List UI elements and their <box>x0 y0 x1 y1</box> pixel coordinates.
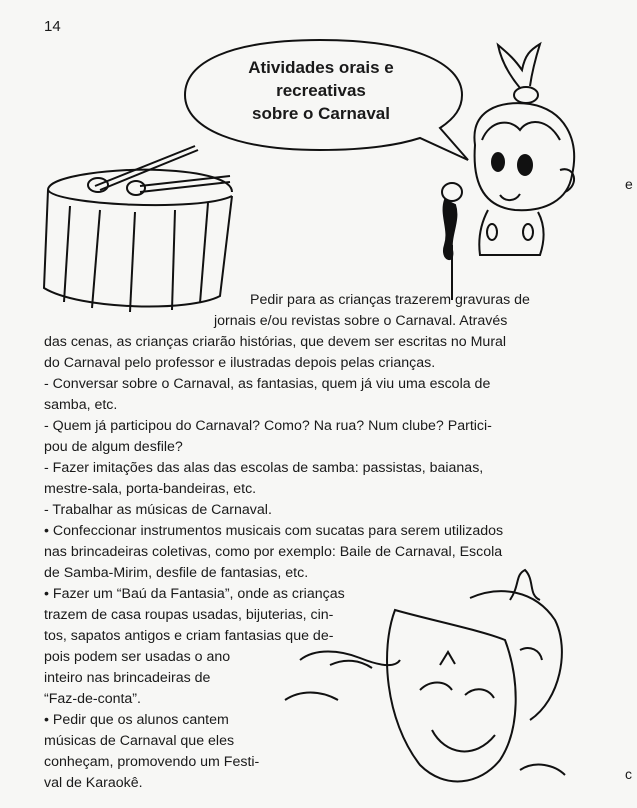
body-line: jornais e/ou revistas sobre o Carnaval. Através <box>214 313 508 329</box>
edge-glyph: e <box>625 176 633 192</box>
body-line: das cenas, as crianças criarão histórias, que devem ser escritas no Mural <box>44 334 507 350</box>
body-line: - Conversar sobre o Carnaval, as fantasias, quem já viu uma escola de <box>44 376 491 392</box>
body-line: inteiro nas brincadeiras de <box>44 670 211 686</box>
body-line: mestre-sala, porta-bandeiras, etc. <box>44 481 257 497</box>
body-line: • Confeccionar instrumentos musicais com sucatas para serem utilizados <box>44 523 504 539</box>
body-line: Pedir para as crianças trazerem gravuras de <box>250 292 530 308</box>
body-line: - Quem já participou do Carnaval? Como? Na rua? Num clube? Partici- <box>44 418 492 434</box>
page-number: 14 <box>44 18 61 35</box>
body-line: samba, etc. <box>44 397 118 413</box>
body-line: • Fazer um “Baú da Fantasia”, onde as crianças <box>44 586 345 602</box>
drum-illustration <box>44 146 232 312</box>
body-line: • Pedir que os alunos cantem <box>44 712 229 728</box>
body-line: pou de algum desfile? <box>44 439 183 455</box>
body-line: - Trabalhar as músicas de Carnaval. <box>44 502 272 518</box>
title-line-2: recreativas <box>276 81 366 100</box>
body-line: trazem de casa roupas usadas, bijuterias, cin- <box>44 607 334 623</box>
girl-illustration <box>442 44 574 300</box>
body-line: val de Karaokê. <box>44 775 143 791</box>
body-line: do Carnaval pelo professor e ilustradas depois pelas crianças. <box>44 355 436 371</box>
body-line: nas brincadeiras coletivas, como por exemplo: Baile de Carnaval, Escola <box>44 544 503 560</box>
body-line: tos, sapatos antigos e criam fantasias que de- <box>44 628 334 644</box>
title-line-1: Atividades orais e <box>248 58 394 77</box>
title-line-3: sobre o Carnaval <box>252 104 390 123</box>
body-line: - Fazer imitações das alas das escolas de samba: passistas, baianas, <box>44 460 484 476</box>
adjacent-page-edge <box>623 0 637 808</box>
page-title <box>212 56 430 125</box>
body-line: “Faz-de-conta”. <box>44 691 141 707</box>
edge-glyph: c <box>625 766 632 782</box>
body-line: músicas de Carnaval que eles <box>44 733 235 749</box>
body-line: conheçam, promovendo um Festi- <box>44 754 260 770</box>
body-line: pois podem ser usadas o ano <box>44 649 231 665</box>
body-line: de Samba-Mirim, desfile de fantasias, etc. <box>44 565 309 581</box>
